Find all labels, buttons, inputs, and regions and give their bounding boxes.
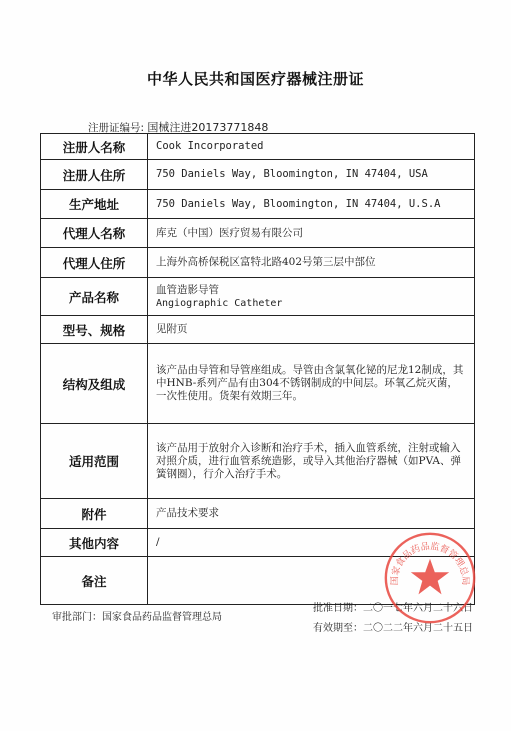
row-label: 代理人住所 (41, 248, 148, 278)
row-value: 750 Daniels Way, Bloomington, IN 47404, USA (148, 160, 475, 190)
registration-number-value: 国械注进20173771848 (147, 121, 269, 134)
registration-number-label: 注册证编号: (88, 122, 145, 134)
approving-authority: 审批部门：国家食品药品监督管理总局 (52, 612, 222, 623)
valid-until-date: 有效期至：二〇二二年六月二十五日 (313, 623, 473, 634)
row-label: 结构及组成 (41, 344, 148, 424)
table-row (41, 424, 475, 499)
row-label: 生产地址 (41, 190, 148, 219)
row-label: 代理人名称 (41, 219, 148, 248)
row-label: 注册人名称 (41, 134, 148, 160)
row-value: / (148, 529, 475, 557)
approval-date: 批准日期：二〇一七年六月二十六日 (313, 603, 473, 614)
row-value: 库克（中国）医疗贸易有限公司 (148, 219, 475, 248)
table-row (41, 160, 475, 190)
table-row (41, 190, 475, 219)
row-value: Cook Incorporated (148, 134, 475, 160)
seal-text: 国家食品药品监督管理总局 (390, 541, 470, 586)
row-label: 产品名称 (41, 278, 148, 316)
table-row (41, 344, 475, 424)
row-label: 注册人住所 (41, 160, 148, 190)
row-value: 该产品由导管和导管座组成。导管由含氯氧化铋的尼龙12制成，其中HNB-系列产品有由304不锈钢制成的中间层。环氧乙烷灭菌，一次性使用。货架有效期三年。 (148, 344, 475, 424)
table-row (41, 278, 475, 316)
row-value (148, 278, 475, 316)
table-row (41, 248, 475, 278)
document-title: 中华人民共和国医疗器械注册证 (146, 70, 364, 88)
row-label: 附件 (41, 499, 148, 529)
row-value: 该产品用于放射介入诊断和治疗手术，插入血管系统，注射或输入对照介质，进行血管系统造影，或导入其他治疗器械（如PVA、弹簧钢圈），行介入治疗手术。 (148, 424, 475, 499)
row-value: 产品技术要求 (148, 499, 475, 529)
row-label: 其他内容 (41, 529, 148, 557)
table-row (41, 134, 475, 160)
seal-star (411, 559, 449, 595)
product-name-en: Angiographic Catheter (156, 297, 283, 309)
row-value: 上海外高桥保税区富特北路402号第三层中部位 (148, 248, 475, 278)
table-row (41, 219, 475, 248)
row-value: 750 Daniels Way, Bloomington, IN 47404, U.S.A (148, 190, 475, 219)
row-label: 适用范围 (41, 424, 148, 499)
row-value: 见附页 (148, 316, 475, 344)
row-label: 型号、规格 (41, 316, 148, 344)
row-label: 备注 (41, 557, 148, 605)
table-row (41, 316, 475, 344)
official-seal-icon (382, 530, 478, 626)
product-name-cn: 血管造影导管 (156, 283, 219, 296)
table-row (41, 499, 475, 529)
